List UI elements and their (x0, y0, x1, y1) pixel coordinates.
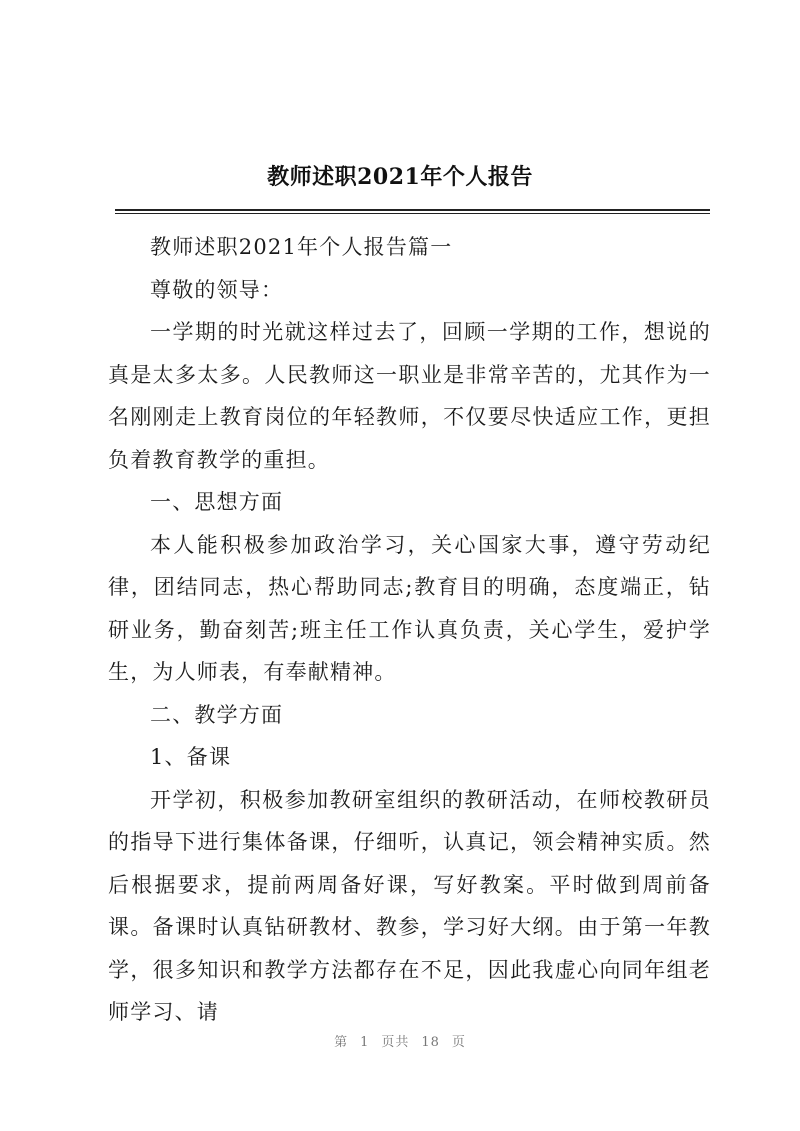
footer-label-of: 页共 (381, 1035, 410, 1050)
page-footer (0, 1031, 800, 1050)
footer-label-page: 第 (334, 1035, 349, 1050)
section-heading-ideology: 一、思想方面 (150, 490, 284, 514)
footer-current-page: 1 (360, 1035, 370, 1050)
section-heading-part-one: 教师述职2021年个人报告篇一 (150, 235, 453, 259)
footer-total-pages: 18 (421, 1035, 440, 1050)
paragraph-ideology: 本人能积极参加政治学习，关心国家大事，遵守劳动纪律，团结同志，热心帮助同志;教育目的明确，态度端正，钻研业务，勤奋刻苦;班主任工作认真负责，关心学生，爱护学生，为人师表，有奉献精神。 (108, 532, 711, 684)
section-heading-teaching: 二、教学方面 (150, 702, 284, 727)
title-divider (115, 209, 710, 214)
document-title: 教师述职2021年个人报告 (267, 164, 533, 190)
footer-label-end: 页 (451, 1035, 466, 1050)
paragraph-intro: 一学期的时光就这样过去了，回顾一学期的工作，想说的真是太多太多。人民教师这一职业是非常辛苦的，尤其作为一名刚刚走上教育岗位的年轻教师，不仅要尽快适应工作，更担负着教育教学的重担。 (108, 320, 711, 472)
document-body (108, 226, 711, 1034)
paragraph-lesson-prep: 开学初，积极参加教研室组织的教研活动，在师校教研员的指导下进行集体备课，仔细听，认真记，领会精神实质。然后根据要求，提前两周备好课，写好教案。平时做到周前备课。备课时认真钻研教材、教参，学习好大纲。由于第一年教学，很多知识和教学方法都存在不足，因此我虚心向同年组老师学习、请 (108, 787, 711, 1024)
subsection-heading-lesson-prep: 1、备课 (150, 745, 232, 769)
salutation: 尊敬的领导： (150, 277, 284, 302)
